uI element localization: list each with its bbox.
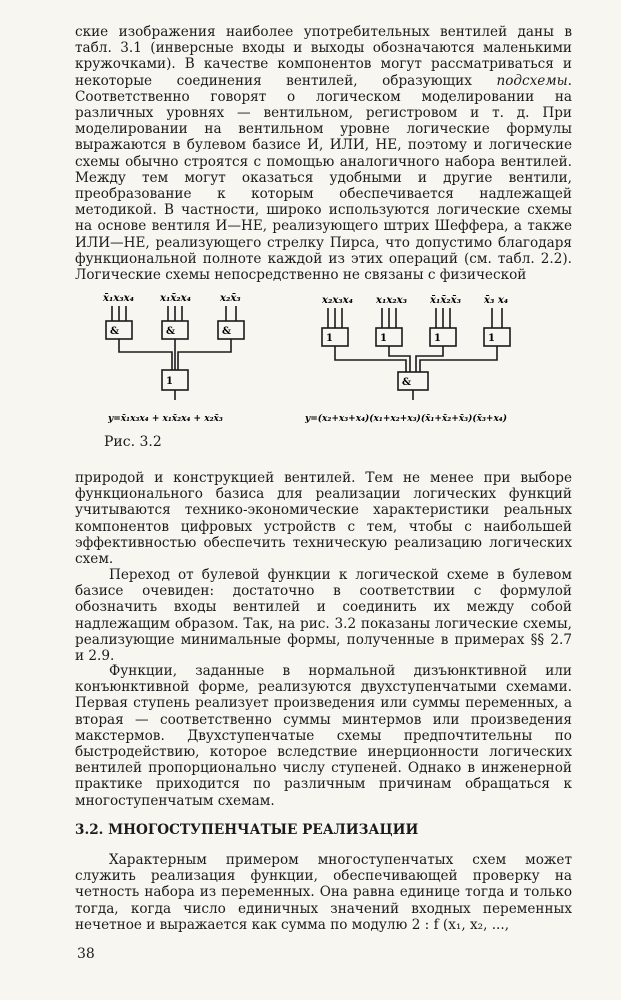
figure-caption: Рис. 3.2	[104, 434, 162, 450]
paragraph-physical-nature: природой и конструкцией вентилей. Тем не менее при выборе функционального базиса для реализации логических функций учитываются технико-экономические характеристики реальных компонентов цифровых устройств с тем, чтобы с наибольшей эффективностью обеспечить техническую реализацию логических схем.	[75, 470, 572, 568]
left-or-symbol: 1	[166, 376, 173, 387]
emphasis-subcircuits: подсхемы	[496, 72, 568, 89]
left-output-equation: y=x̄₁x₃x₄ + x₁x̄₂x₄ + x₂x̄₃	[108, 414, 223, 424]
paragraph-transition: Переход от булевой функции к логической схеме в булевом базисе очевиден: достаточно в соответствии с формулой обозначить входы вентилей и соединить их между собой надлежащим образом. Так, на рис. 3.2 показаны логические схемы, реализующие минимальные формы, полученные в примерах §§ 2.7 и 2.9.	[75, 567, 572, 665]
right-gate-symbol-4: 1	[488, 333, 495, 344]
left-gate-symbol-3: &	[222, 326, 232, 337]
paragraph-parity-example: Характерным примером многоступенчатых схем может служить реализация функции, обеспечивающей проверку на четность набора из переменных. Она равна единице тогда и только тогда, когда число единичных значений входных переменных нечетное и выражается как сумма по модулю 2 : f (x₁, x₂, ...,	[75, 852, 572, 933]
right-output-equation: y=(x₂+x₃+x₄)(x₁+x₂+x₃)(x̄₁+x̄₂+x̄₃)(x̄₃+x₄)	[305, 414, 508, 424]
page-number: 38	[77, 946, 95, 962]
left-input-label-1: x̄₁x₃x₄	[103, 293, 135, 304]
paragraph-intro	[75, 24, 572, 283]
left-gate-symbol-2: &	[166, 326, 176, 337]
right-input-label-4: x̄₃ x₄	[484, 295, 509, 306]
paragraph-two-stage: Функции, заданные в нормальной дизъюнктивной или конъюнктивной форме, реализуются двухступенчатыми схемами. Первая ступень реализует произведения или суммы переменных, а вторая — соответственно суммы минтермов или произведения макстермов. Двухступенчатые схемы предпочтительны по быстродействию, которое вследствие инерционности логических вентилей пропорционально числу ступеней. Однако в инженерной практике приходится по различным причинам обращаться к многоступенчатым схемам.	[75, 663, 572, 809]
section-heading: 3.2. МНОГОСТУПЕНЧАТЫЕ РЕАЛИЗАЦИИ	[75, 822, 419, 838]
left-input-label-2: x₁x̄₂x₄	[160, 293, 192, 304]
paragraph-intro-part2: . Соответственно говорят о логическом моделировании на различных уровнях — вентильном, регистровом и т. д. При моделировании на вентильном уровне логические формулы выражаются в булевом базисе И, ИЛИ, НЕ, поэтому и логические схемы обычно строятся с помощью аналогичного набора вентилей. Между тем могут оказаться удобными и другие вентили, преобразование к которым обеспечивается надлежащей методикой. В частности, широко используются логические схемы на основе вентиля И—НЕ, реализующего штрих Шеффера, а также ИЛИ—НЕ, реализующего стрелку Пирса, что допустимо благодаря функциональной полноте каждой из этих операций (см. табл. 2.2). Логические схемы непосредственно не связаны с физической	[75, 72, 572, 284]
logic-circuit-figure	[100, 288, 570, 428]
right-and-symbol: &	[402, 377, 412, 388]
left-gate-symbol-1: &	[110, 326, 120, 337]
left-input-label-3: x₂x̄₃	[220, 293, 241, 304]
right-gate-symbol-1: 1	[326, 333, 333, 344]
right-input-label-3: x̄₁x̄₂x̄₃	[430, 295, 462, 306]
right-input-label-2: x₁x₂x₃	[376, 295, 408, 306]
paragraph-intro-part1: ские изображения наиболее употребительных вентилей даны в табл. 3.1 (инверсные входы и выходы обозначаются маленькими кружочками). В качестве компонентов могут рассматриваться и некоторые соединения вентилей, образующих	[75, 24, 572, 89]
right-gate-symbol-2: 1	[380, 333, 387, 344]
right-gate-symbol-3: 1	[434, 333, 441, 344]
right-input-label-1: x₂x₃x₄	[322, 295, 354, 306]
